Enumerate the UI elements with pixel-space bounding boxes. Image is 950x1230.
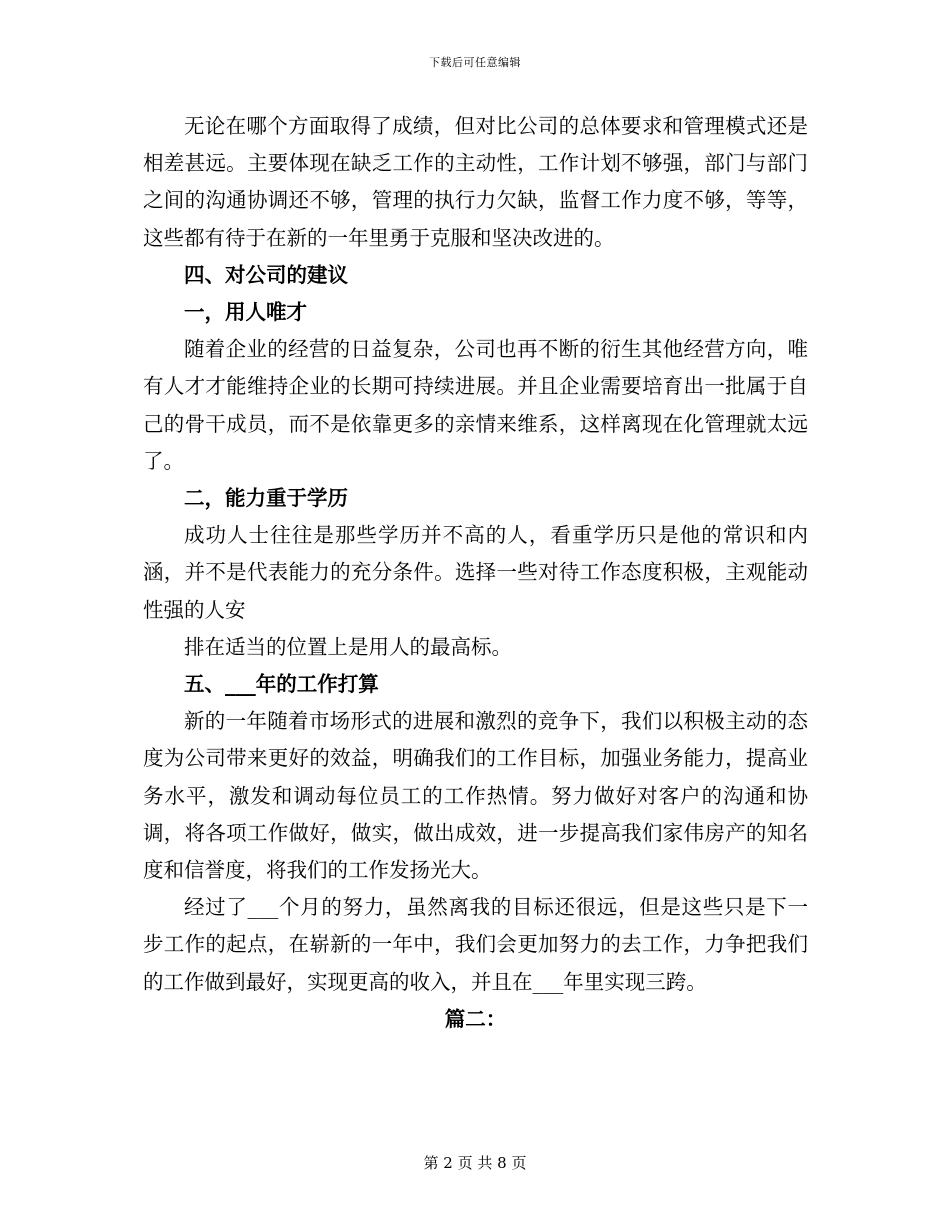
paragraph-4: 排在适当的位置上是用人的最高标。 bbox=[184, 634, 512, 659]
part-two-title: 篇二： bbox=[444, 1006, 507, 1031]
paragraph-5: 新的一年随着市场形式的进展和激烈的竞争下，我们以积极主动的态度为公司带来更好的效益，明确我们的工作目标，加强业务能力，提高业务水平，激发和调动每位员工的工作热情。努力做好对客户的沟通和协调，将各项工作做好，做实，做出成效，进一步提高我们家伟房产的知名度和信誉度，将我们的工作发扬光大。 bbox=[143, 709, 808, 883]
document-body bbox=[143, 108, 808, 1038]
section-heading-suggestions: 四、对公司的建议 bbox=[184, 262, 348, 287]
page-header: 下载后可任意编辑 bbox=[429, 56, 521, 69]
subheading-talent: 一，用人唯才 bbox=[184, 300, 307, 325]
paragraph-1: 无论在哪个方面取得了成绩，但对比公司的总体要求和管理模式还是相差甚远。主要体现在缺乏工作的主动性，工作计划不够强，部门与部门之间的沟通协调还不够，管理的执行力欠缺，监督工作力度不够，等等，这些都有待于在新的一年里勇于克服和坚决改进的。 bbox=[143, 114, 808, 250]
page-footer: 第 2 页 共 8 页 bbox=[423, 1154, 527, 1172]
paragraph-2: 随着企业的经营的日益复杂，公司也再不断的衍生其他经营方向，唯有人才才能维持企业的长期可持续进展。并且企业需要培育出一批属于自己的骨干成员，而不是依靠更多的亲情来维系，这样离现在化管理就太远了。 bbox=[143, 337, 808, 473]
paragraph-3: 成功人士往往是那些学历并不高的人，看重学历只是他的常识和内涵，并不是代表能力的充分条件。选择一些对待工作态度积极，主观能动性强的人安 bbox=[143, 523, 808, 622]
section-heading-plan: 五、___年的工作打算 bbox=[184, 672, 379, 697]
subheading-ability: 二，能力重于学历 bbox=[184, 486, 348, 511]
paragraph-6: 经过了___个月的努力，虽然离我的目标还很远，但是这些只是下一步工作的起点，在崭新的一年中，我们会更加努力的去工作，力争把我们的工作做到最好，实现更高的收入，并且在___年里实现三跨。 bbox=[143, 895, 808, 994]
